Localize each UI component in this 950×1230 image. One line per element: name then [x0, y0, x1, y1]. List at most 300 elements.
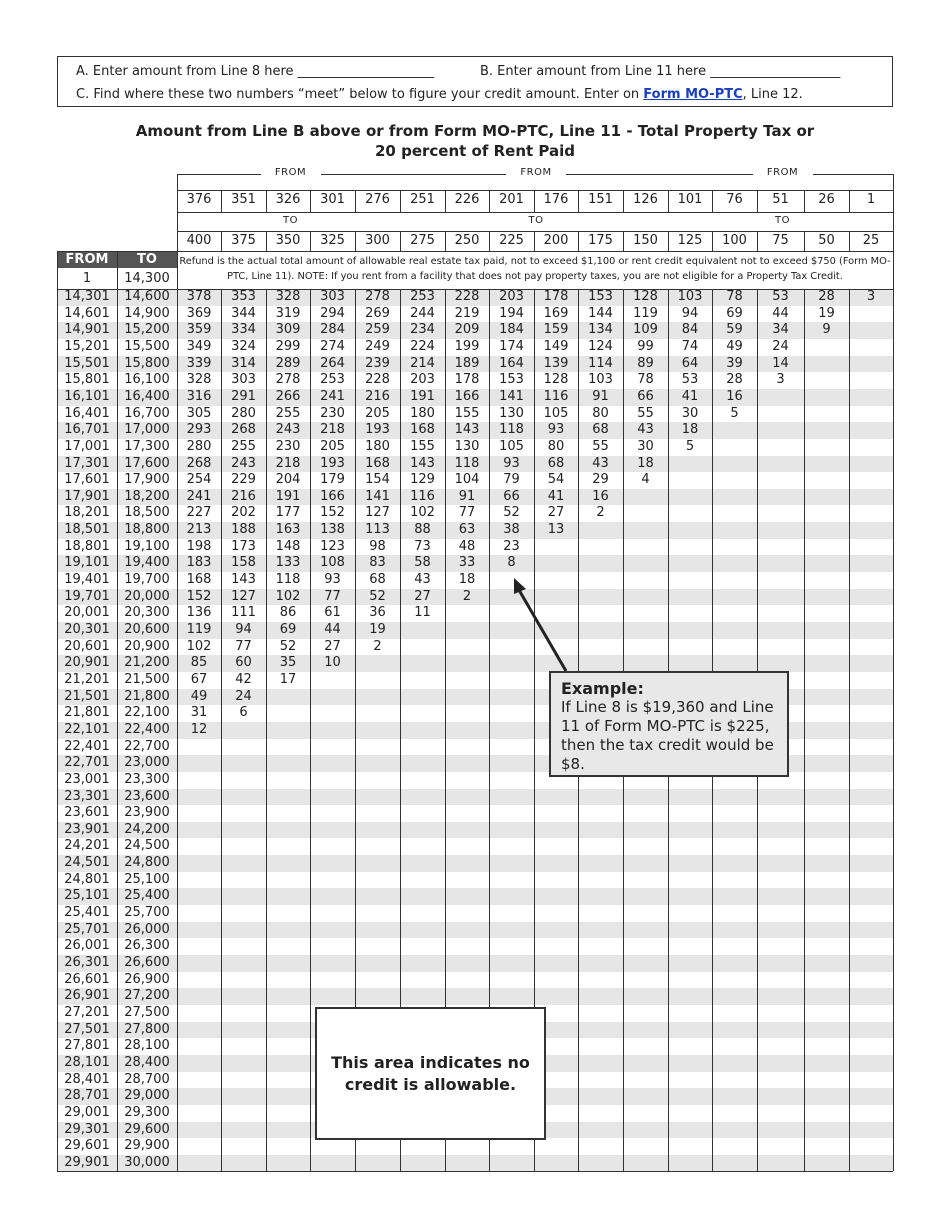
credit-value: 17	[279, 671, 297, 687]
hrule	[177, 190, 893, 191]
credit-value: 16	[726, 388, 743, 404]
credit-value: 205	[365, 405, 390, 421]
credit-value: 113	[365, 522, 390, 538]
credit-value: 230	[275, 438, 301, 454]
row-to: 23,900	[124, 805, 170, 821]
row-from: 21,501	[64, 688, 110, 704]
credit-value: 43	[637, 422, 654, 438]
vrule	[849, 289, 850, 1171]
credit-value: 254	[186, 472, 212, 488]
vrule	[668, 231, 669, 251]
col-to-value: 75	[772, 233, 789, 248]
credit-value: 38	[503, 522, 520, 538]
hrule	[177, 251, 893, 252]
credit-value: 241	[186, 488, 212, 504]
vrule	[804, 231, 805, 251]
credit-value: 49	[726, 338, 743, 354]
row-to: 19,100	[124, 538, 170, 554]
credit-value: 130	[454, 438, 480, 454]
vrule	[221, 190, 222, 212]
credit-value: 180	[365, 438, 390, 454]
credit-value: 24	[235, 688, 252, 704]
row-from: 19,401	[64, 572, 110, 588]
credit-value: 19	[369, 622, 386, 637]
line-b-instruction: B. Enter amount from Line 11 here ____________________	[480, 64, 841, 79]
vrule	[578, 190, 579, 212]
credit-value: 108	[320, 555, 345, 571]
row-from: 20,901	[64, 655, 110, 671]
row-from: 29,001	[64, 1104, 110, 1120]
row-to: 20,000	[124, 588, 170, 604]
credit-value: 244	[410, 305, 435, 321]
row-from: 14,601	[64, 305, 110, 321]
credit-value: 133	[275, 555, 301, 571]
credit-value: 314	[231, 355, 256, 371]
row-from: 23,301	[64, 788, 110, 804]
credit-value: 253	[320, 372, 345, 388]
row-from-header: FROM	[57, 252, 117, 268]
vrule	[445, 231, 446, 251]
row-from: 26,301	[64, 955, 110, 970]
credit-value: 84	[681, 322, 699, 338]
credit-value: 31	[190, 705, 208, 721]
credit-value: 378	[186, 289, 212, 304]
row-to: 20,900	[124, 638, 170, 654]
row-from: 15,501	[64, 355, 110, 371]
row-from: 27,501	[64, 1021, 110, 1037]
row-to: 17,300	[124, 438, 170, 454]
credit-value: 164	[499, 355, 524, 371]
credit-value: 202	[231, 505, 256, 521]
row-from: 16,101	[64, 388, 110, 404]
credit-value: 89	[637, 355, 654, 371]
line-c-suffix: , Line 12.	[742, 87, 803, 102]
row-from: 21,801	[64, 705, 110, 721]
credit-value: 3	[776, 372, 785, 388]
credit-value: 85	[190, 655, 208, 671]
row-from: 22,701	[64, 755, 110, 771]
vrule	[534, 190, 535, 212]
col-from-value: 251	[410, 192, 435, 207]
credit-value: 141	[365, 488, 390, 504]
vrule	[355, 231, 356, 251]
credit-value: 266	[275, 388, 301, 404]
credit-value: 243	[275, 422, 301, 438]
row-to: 14,900	[124, 305, 170, 321]
credit-value: 191	[410, 388, 435, 404]
credit-value: 214	[410, 355, 435, 371]
credit-value: 54	[547, 472, 565, 488]
row-to: 23,000	[124, 755, 170, 771]
credit-value: 139	[543, 355, 569, 371]
credit-value: 284	[320, 322, 345, 338]
credit-value: 255	[231, 438, 256, 454]
credit-value: 99	[637, 338, 654, 354]
row-to: 21,500	[124, 671, 170, 687]
col-to-value: 375	[231, 233, 256, 248]
credit-value: 78	[637, 372, 654, 388]
row-to: 26,900	[124, 971, 170, 987]
credit-value: 168	[186, 572, 212, 588]
credit-value: 339	[186, 355, 212, 371]
row-from: 18,501	[64, 522, 110, 538]
row-to: 15,200	[124, 322, 170, 338]
credit-value: 216	[231, 488, 256, 504]
credit-value: 116	[543, 388, 569, 404]
from-group-label: FROM	[753, 167, 813, 178]
vrule	[221, 231, 222, 251]
row-to: 26,300	[124, 938, 170, 954]
row-from: 24,501	[64, 855, 110, 871]
credit-value: 241	[320, 388, 345, 404]
credit-value: 24	[772, 338, 789, 354]
col-from-value: 26	[818, 192, 835, 207]
credit-value: 218	[275, 455, 301, 471]
credit-value: 152	[186, 588, 212, 604]
credit-value: 159	[543, 322, 569, 338]
stripe	[57, 1155, 893, 1172]
credit-value: 114	[588, 355, 613, 371]
credit-value: 359	[186, 322, 212, 338]
credit-value: 299	[275, 338, 301, 354]
row-from: 19,701	[64, 588, 110, 604]
row-to: 24,800	[124, 855, 170, 871]
row-from: 26,601	[64, 971, 110, 987]
credit-value: 10	[324, 655, 341, 671]
credit-value: 91	[592, 388, 609, 404]
credit-value: 334	[231, 322, 256, 338]
row-to-header: TO	[117, 252, 177, 268]
credit-value: 353	[231, 289, 256, 304]
from-group-label: FROM	[261, 167, 321, 178]
credit-value: 12	[190, 721, 208, 737]
vrule	[893, 174, 894, 1171]
credit-value: 328	[275, 289, 301, 304]
credit-value: 64	[681, 355, 699, 371]
credit-value: 77	[458, 505, 476, 521]
from-group-label: FROM	[506, 167, 566, 178]
credit-value: 53	[772, 289, 789, 304]
credit-value: 204	[275, 472, 301, 488]
credit-value: 230	[320, 405, 345, 421]
credit-value: 66	[503, 488, 520, 504]
row-to: 14,600	[124, 289, 170, 304]
col-from-value: 226	[454, 192, 480, 207]
credit-value: 2	[462, 588, 472, 604]
vrule	[534, 231, 535, 251]
credit-value: 228	[365, 372, 390, 388]
credit-value: 43	[414, 572, 431, 588]
credit-value: 168	[410, 422, 435, 438]
credit-value: 69	[279, 622, 297, 637]
row-from: 21,201	[64, 671, 110, 687]
credit-value: 289	[275, 355, 301, 371]
credit-value: 189	[454, 355, 480, 371]
credit-value: 305	[186, 405, 212, 421]
vrule	[355, 190, 356, 212]
credit-value: 63	[458, 522, 476, 538]
to-group-label: TO	[761, 215, 805, 226]
row-to: 16,100	[124, 372, 170, 388]
credit-value: 8	[507, 555, 516, 571]
col-to-value: 25	[862, 233, 880, 248]
col-from-value: 351	[231, 192, 256, 207]
credit-value: 274	[320, 338, 345, 354]
col-to-value: 200	[543, 233, 569, 248]
col-to-value: 300	[365, 233, 390, 248]
credit-value: 158	[231, 555, 256, 571]
row-to: 28,700	[124, 1071, 170, 1087]
col-to-value: 275	[410, 233, 435, 248]
credit-value: 43	[592, 455, 609, 471]
credit-value: 369	[186, 305, 212, 321]
hrule	[177, 231, 893, 232]
credit-value: 53	[681, 372, 699, 388]
col-from-value: 276	[365, 192, 390, 207]
credit-value: 28	[726, 372, 743, 388]
stripe	[57, 822, 893, 839]
vrule	[668, 190, 669, 212]
credit-value: 188	[231, 522, 256, 538]
credit-value: 14	[772, 355, 789, 371]
vrule	[400, 190, 401, 212]
row-from: 29,601	[64, 1138, 110, 1154]
credit-value: 103	[677, 289, 703, 304]
hrule	[177, 212, 893, 213]
row-to: 26,600	[124, 955, 170, 970]
credit-value: 49	[190, 688, 208, 704]
row-to: 18,500	[124, 505, 170, 521]
credit-value: 143	[231, 572, 256, 588]
credit-value: 123	[320, 538, 345, 554]
credit-value: 69	[726, 305, 743, 321]
no-credit-note	[315, 1007, 546, 1140]
credit-value: 184	[499, 322, 524, 338]
credit-value: 168	[365, 455, 390, 471]
credit-value: 2	[373, 638, 382, 654]
credit-value: 294	[320, 305, 345, 321]
credit-value: 199	[454, 338, 480, 354]
row-to: 18,800	[124, 522, 170, 538]
row-from: 28,101	[64, 1054, 110, 1070]
credit-value: 155	[410, 438, 435, 454]
first-row-to: 14,300	[124, 271, 170, 286]
credit-value: 18	[681, 422, 699, 438]
credit-value: 134	[588, 322, 613, 338]
credit-value: 203	[410, 372, 435, 388]
credit-value: 16	[592, 488, 609, 504]
credit-value: 255	[275, 405, 301, 421]
credit-value: 18	[458, 572, 476, 588]
row-to: 22,700	[124, 738, 170, 754]
table-title-line-1: Amount from Line B above or from Form MO-PTC, Line 11 - Total Property Tax or	[135, 122, 815, 140]
credit-value: 86	[279, 605, 297, 621]
credit-value: 194	[499, 305, 524, 321]
hrule	[57, 1171, 893, 1172]
credit-value: 229	[231, 472, 256, 488]
form-mo-ptc-link[interactable]: Form MO-PTC	[643, 87, 743, 102]
credit-value: 316	[186, 388, 212, 404]
row-to: 20,600	[124, 622, 170, 637]
credit-value: 35	[279, 655, 297, 671]
table-title-line-2: 20 percent of Rent Paid	[375, 142, 575, 160]
credit-value: 118	[499, 422, 524, 438]
credit-value: 33	[458, 555, 476, 571]
row-from: 25,101	[64, 888, 110, 904]
credit-value: 249	[365, 338, 390, 354]
col-to-value: 400	[186, 233, 212, 248]
credit-value: 5	[730, 405, 739, 421]
vrule	[757, 231, 758, 251]
credit-value: 68	[592, 422, 609, 438]
credit-value: 30	[681, 405, 699, 421]
credit-value: 118	[275, 572, 301, 588]
row-from: 24,201	[64, 838, 110, 854]
credit-value: 128	[543, 372, 569, 388]
row-from: 23,601	[64, 805, 110, 821]
credit-value: 102	[275, 588, 301, 604]
row-from: 19,101	[64, 555, 110, 571]
col-to-value: 50	[818, 233, 835, 248]
credit-value: 19	[818, 305, 835, 321]
credit-value: 73	[414, 538, 431, 554]
stripe	[57, 922, 893, 939]
row-to: 20,300	[124, 605, 170, 621]
credit-value: 152	[320, 505, 345, 521]
vrule	[623, 231, 624, 251]
row-to: 22,100	[124, 705, 170, 721]
credit-value: 239	[365, 355, 390, 371]
col-from-value: 301	[320, 192, 345, 207]
credit-value: 191	[275, 488, 301, 504]
credit-value: 218	[320, 422, 345, 438]
credit-value: 5	[685, 438, 695, 454]
credit-value: 52	[369, 588, 386, 604]
row-from: 23,001	[64, 771, 110, 787]
credit-value: 268	[186, 455, 212, 471]
vrule	[578, 231, 579, 251]
credit-value: 280	[186, 438, 212, 454]
credit-value: 166	[320, 488, 345, 504]
credit-value: 18	[637, 455, 654, 471]
row-to: 23,300	[124, 771, 170, 787]
row-from: 26,901	[64, 988, 110, 1004]
col-from-value: 51	[772, 192, 789, 207]
credit-value: 224	[410, 338, 435, 354]
row-to: 25,700	[124, 905, 170, 921]
example-body: If Line 8 is $19,360 and Line 11 of Form MO-PTC is $225, then the tax credit would be $8.	[561, 698, 774, 773]
credit-value: 278	[275, 372, 301, 388]
credit-value: 52	[503, 505, 520, 521]
row-to: 25,100	[124, 871, 170, 887]
credit-value: 78	[726, 289, 743, 304]
credit-value: 163	[275, 522, 301, 538]
col-to-value: 325	[320, 233, 345, 248]
col-to-value: 175	[588, 233, 613, 248]
credit-value: 209	[454, 322, 480, 338]
credit-value: 243	[231, 455, 256, 471]
credit-value: 143	[410, 455, 435, 471]
credit-value: 39	[726, 355, 743, 371]
col-to-value: 100	[722, 233, 747, 248]
col-from-value: 151	[588, 192, 613, 207]
credit-value: 324	[231, 338, 256, 354]
row-to: 28,100	[124, 1038, 170, 1054]
row-from: 14,301	[64, 289, 110, 304]
row-from: 24,801	[64, 871, 110, 887]
credit-value: 269	[365, 305, 390, 321]
row-from: 15,801	[64, 372, 110, 388]
row-from: 28,401	[64, 1071, 110, 1087]
col-to-value: 125	[677, 233, 703, 248]
row-from: 27,201	[64, 1004, 110, 1020]
credit-value: 111	[231, 605, 256, 621]
row-from: 23,901	[64, 821, 110, 837]
row-to: 17,600	[124, 455, 170, 471]
credit-value: 216	[365, 388, 390, 404]
col-from-value: 326	[275, 192, 301, 207]
vrule	[757, 190, 758, 212]
credit-value: 303	[231, 372, 256, 388]
credit-value: 205	[320, 438, 345, 454]
credit-value: 174	[499, 338, 524, 354]
credit-value: 27	[324, 638, 341, 654]
credit-value: 178	[543, 289, 569, 304]
credit-value: 177	[275, 505, 301, 521]
credit-value: 119	[633, 305, 658, 321]
row-from: 28,701	[64, 1088, 110, 1104]
row-to: 28,400	[124, 1054, 170, 1070]
credit-value: 58	[414, 555, 431, 571]
credit-value: 79	[503, 472, 520, 488]
example-title: Example:	[561, 679, 644, 698]
example-callout	[549, 671, 789, 777]
col-from-value: 126	[633, 192, 658, 207]
no-credit-text: This area indicates no credit is allowable.	[331, 1052, 530, 1094]
credit-value: 55	[592, 438, 609, 454]
credit-value: 169	[543, 305, 569, 321]
row-from: 26,001	[64, 938, 110, 954]
vrule	[310, 231, 311, 251]
vrule	[266, 190, 267, 212]
vrule	[266, 231, 267, 251]
row-from: 17,301	[64, 455, 110, 471]
credit-value: 94	[235, 622, 252, 637]
vrule	[804, 289, 805, 1171]
credit-value: 66	[637, 388, 654, 404]
credit-value: 30	[637, 438, 654, 454]
col-from-value: 376	[186, 192, 212, 207]
row-to: 27,500	[124, 1004, 170, 1020]
to-group-label: TO	[514, 215, 558, 226]
row-from: 18,201	[64, 505, 110, 521]
credit-value: 127	[231, 588, 256, 604]
credit-value: 149	[543, 338, 569, 354]
col-to-value: 250	[454, 233, 480, 248]
vrule	[489, 231, 490, 251]
credit-value: 88	[414, 522, 431, 538]
credit-value: 183	[186, 555, 212, 571]
credit-value: 67	[190, 671, 208, 687]
credit-value: 116	[410, 488, 435, 504]
col-from-value: 1	[866, 192, 876, 207]
row-to: 21,200	[124, 655, 170, 671]
credit-value: 268	[231, 422, 256, 438]
credit-value: 68	[547, 455, 565, 471]
credit-value: 227	[186, 505, 212, 521]
row-to: 17,000	[124, 422, 170, 438]
credit-value: 41	[547, 488, 565, 504]
